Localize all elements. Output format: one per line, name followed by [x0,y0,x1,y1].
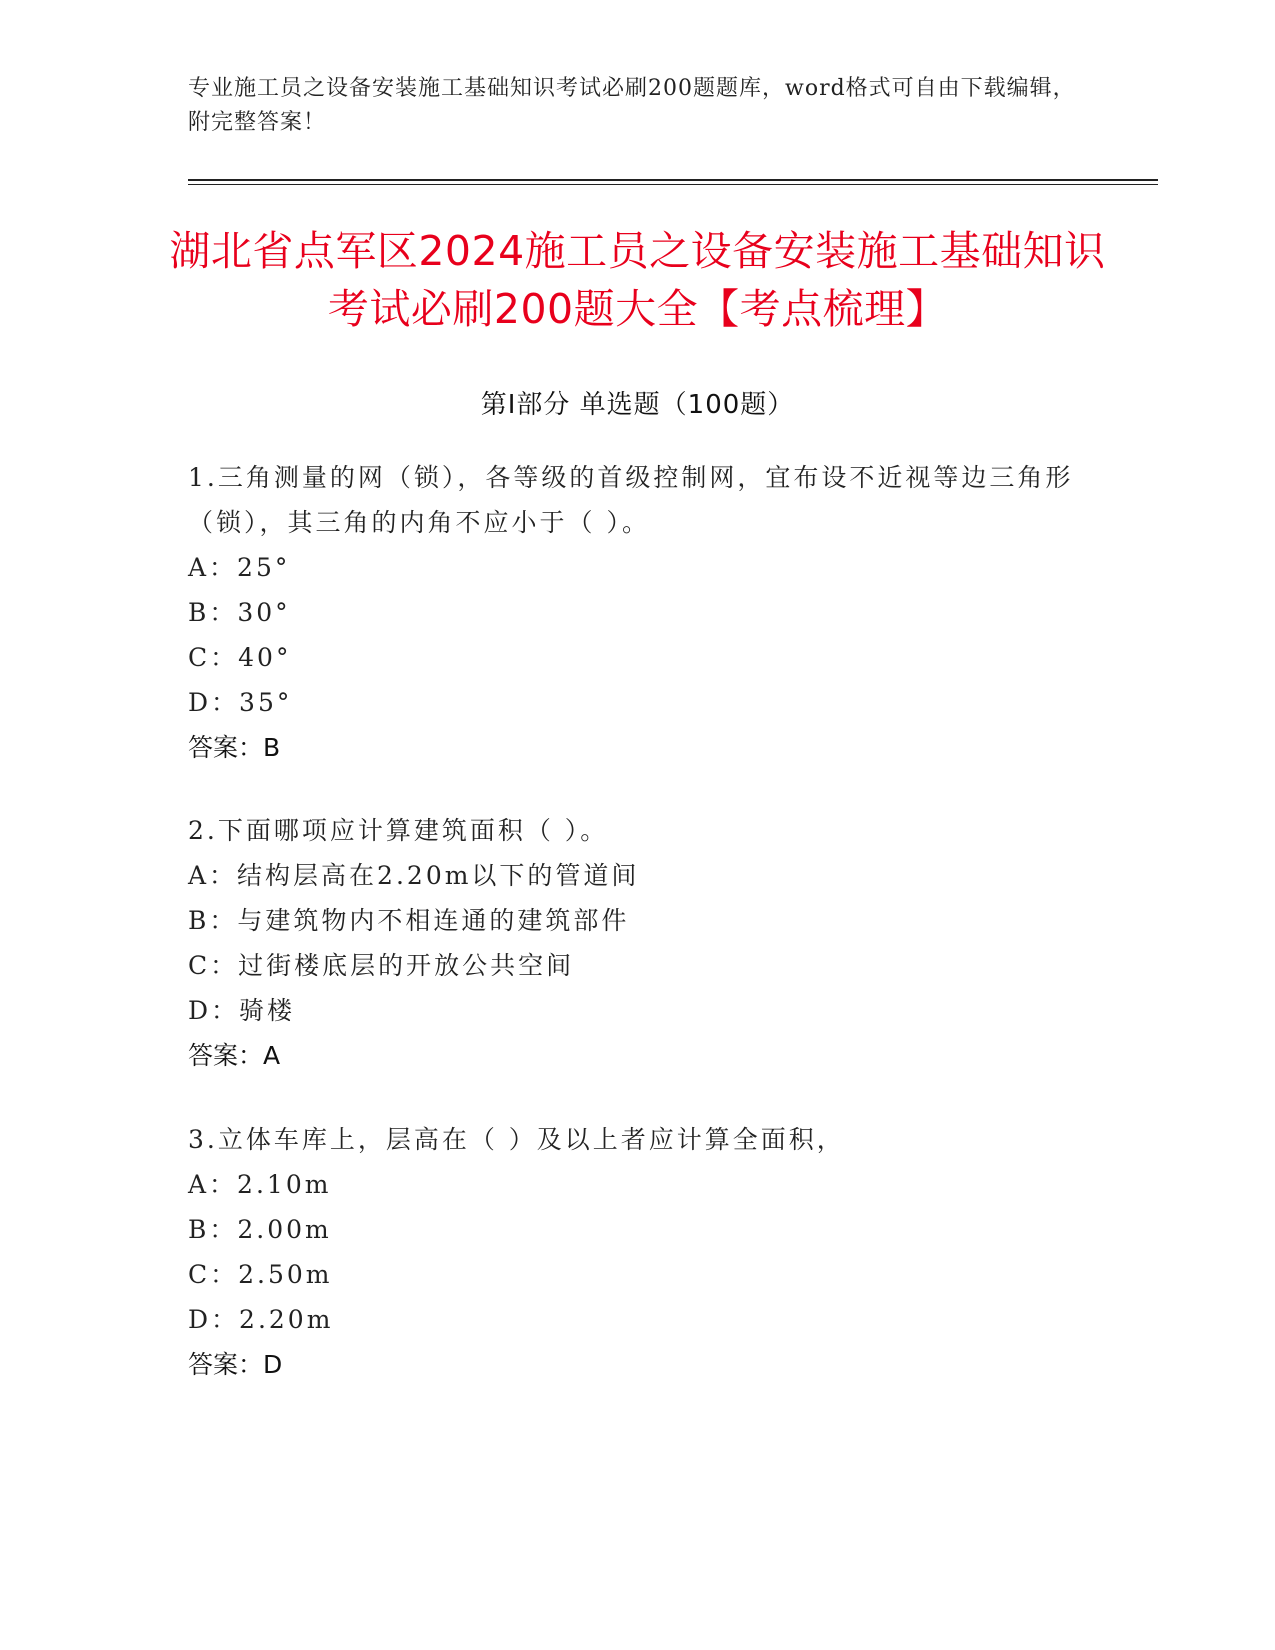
question-block [188,808,1088,1078]
option-c: C：2.50m [188,1260,333,1289]
question-block [188,1117,1088,1387]
question-stem: 2.下面哪项应计算建筑面积（ ）。 [188,816,609,845]
question-stem: 3.立体车库上，层高在（ ）及以上者应计算全面积， [188,1125,845,1154]
option-a: A：结构层高在2.20m以下的管道间 [188,861,640,890]
header-divider-thin [188,184,1158,185]
option-b: B：30° [188,598,291,627]
option-a: A：25° [188,553,291,582]
answer: 答案：D [188,1350,283,1379]
option-c: C：40° [188,643,292,672]
option-b: B：与建筑物内不相连通的建筑部件 [188,906,630,935]
header-divider-thick [188,179,1158,181]
option-a: A：2.10m [188,1170,332,1199]
option-d: D：2.20m [188,1305,334,1334]
question-stem: 1.三角测量的网（锁），各等级的首级控制网，宜布设不近视等边三角形（锁），其三角的内角不应小于（ ）。 [188,463,1074,537]
header-note: 专业施工员之设备安装施工基础知识考试必刷200题题库，word格式可自由下载编辑，附完整答案！ [188,76,1076,135]
option-d: D：骑楼 [188,996,296,1025]
option-d: D：35° [188,688,293,717]
section-heading: 第Ⅰ部分 单选题（100题） [480,390,795,420]
option-c: C：过街楼底层的开放公共空间 [188,951,575,980]
answer: 答案：A [188,1041,281,1070]
document-title: 湖北省点军区2024施工员之设备安装施工基础知识考试必刷200题大全【考点梳理】 [169,227,1106,333]
option-b: B：2.00m [188,1215,332,1244]
question-block [188,455,1088,770]
answer: 答案：B [188,733,281,762]
